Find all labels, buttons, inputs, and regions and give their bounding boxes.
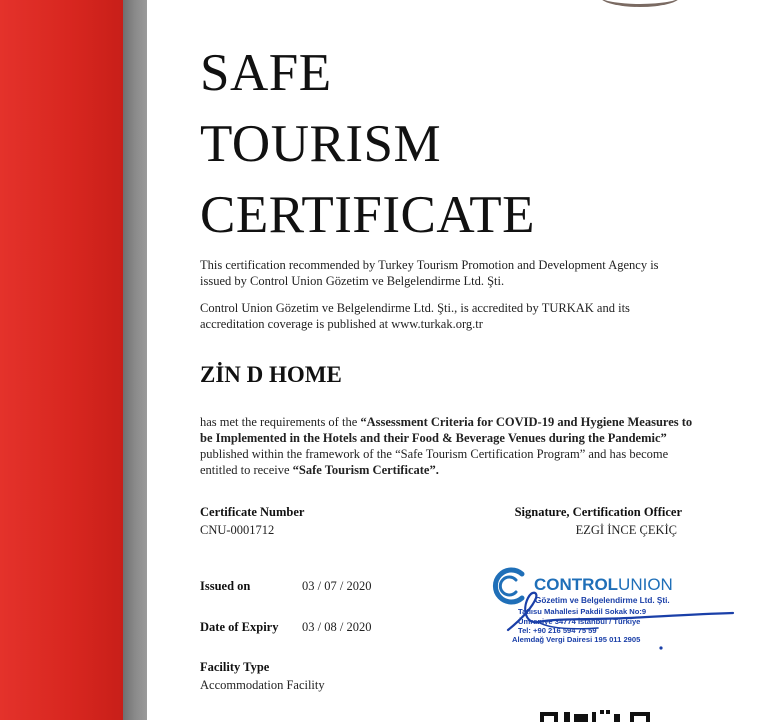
stamp-line-5: Alemdağ Vergi Dairesi 195 011 2905 — [512, 635, 641, 644]
title-line-3: CERTIFICATE — [200, 186, 536, 244]
left-grey-band — [123, 0, 147, 720]
facility-type-value: Accommodation Facility — [200, 678, 325, 692]
requirements-statement — [200, 414, 700, 478]
stamp-line-2: Tatlısu Mahallesi Pakdil Sokak No:9 — [518, 607, 647, 616]
intro-paragraph-1: This certification recommended by Turkey Tourism Promotion and Development Agency is issued by Control Union Gözetim ve Belgelendirme Ltd. Şti. — [200, 258, 659, 288]
control-union-logo-icon — [495, 570, 522, 602]
signature-label: Signature, Certification Officer — [514, 505, 682, 519]
date-of-expiry-value: 03 / 08 / 2020 — [302, 620, 372, 634]
statement-mid: published within the framework of the “Safe Tourism Certification Program” and has become entitled to receive — [200, 447, 669, 477]
facility-name: ZİN D HOME — [200, 362, 342, 387]
stamp-line-1: Gözetim ve Belgelendirme Ltd. Şti. — [535, 596, 670, 605]
signature-officer-name: EZGİ İNCE ÇEKİÇ — [575, 523, 677, 537]
statement-criteria: “Assessment Criteria for COVID-19 and Hygiene Measures to be Implemented in the Hotels and their Food & Beverage Venues during the Pandemic” — [200, 415, 693, 445]
statement-certificate: “Safe Tourism Certificate”. — [292, 463, 439, 477]
left-red-band — [0, 0, 123, 720]
stamp-brand: CONTROLUNION — [534, 575, 673, 594]
certificate-number-value: CNU-0001712 — [200, 523, 275, 537]
stamp-line-4: Tel: +90 216 594 75 59 — [518, 626, 597, 635]
date-of-expiry-label: Date of Expiry — [200, 620, 279, 634]
title-line-2: TOURISM — [200, 115, 442, 173]
title-line-1: SAFE — [200, 44, 332, 102]
certificate-number-label: Certificate Number — [200, 505, 305, 519]
issued-on-label: Issued on — [200, 579, 251, 593]
statement-pre: has met the requirements of the — [200, 415, 361, 429]
facility-type-label: Facility Type — [200, 660, 270, 674]
stamp-line-3: Ümraniye 34774 İstanbul / Türkiye — [518, 617, 641, 626]
certificate-title — [200, 38, 535, 251]
top-seal-edge — [600, 0, 680, 7]
intro-paragraph-2: Control Union Gözetim ve Belgelendirme Ltd. Şti., is accredited by TURKAK and its accreditation coverage is published at www.turkak.org.tr — [200, 301, 630, 331]
control-union-stamp — [478, 558, 748, 658]
issued-on-value: 03 / 07 / 2020 — [302, 579, 372, 593]
